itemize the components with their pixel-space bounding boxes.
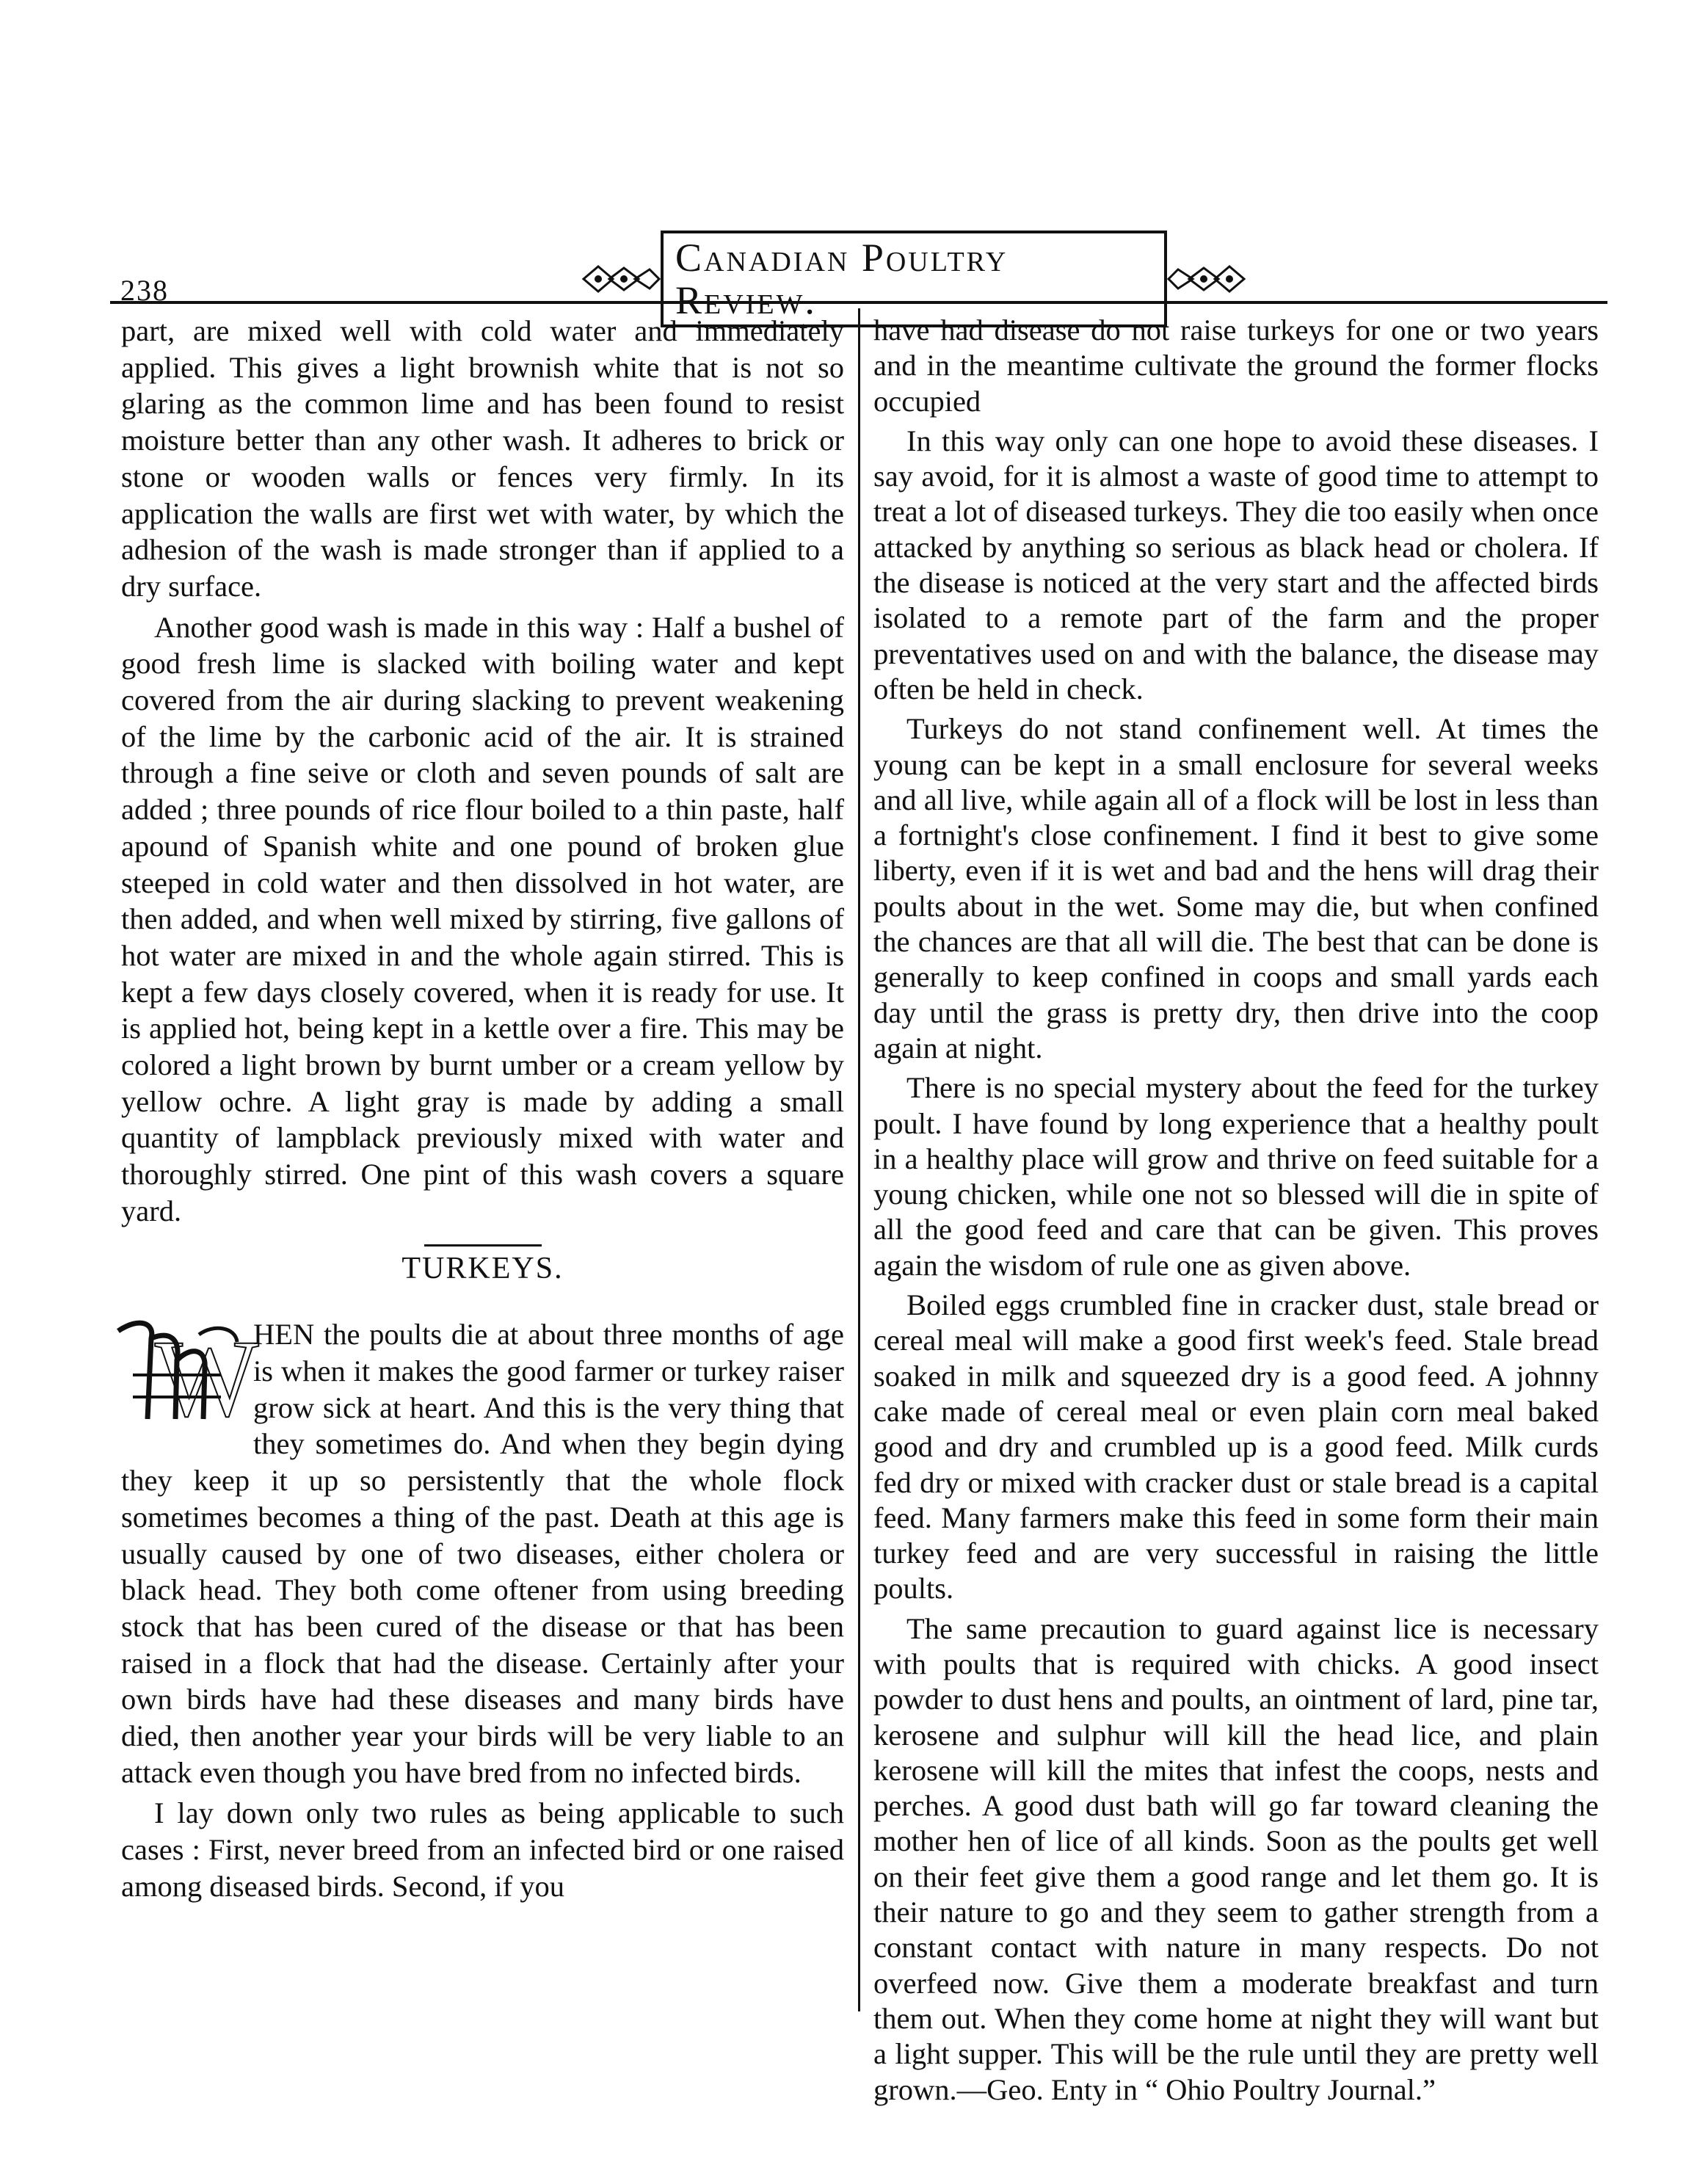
paragraph: The same precaution to guard against lice is necessary with poults that is required with chicks. A good insect powder to dust hens and poults, an ointment of lard, pine tar, kerosene and sulphur will kill the head lice, and plain kerosene will kill the mites that infest the coops, nests and perches. A good dust bath will go far toward cleaning the mother hen of lice of all kinds. Soon as the poults get well on their feet give them a good range and let them go. It is their nature to go and they seem to gather strength from a constant contact with nature in many respects. Do not overfeed now. Give them a moderate breakfast and turn them out. When they come home at night they will want but a light supper. This will be the rule until they are pretty well grown.—Geo. Enty in “ Ohio Poultry Journal.” — [873, 1611, 1599, 2106]
paragraph — [121, 1316, 844, 1790]
page-number: 238 — [120, 274, 169, 307]
section-title: TURKEYS. — [401, 1251, 564, 1285]
dropcap-w-icon — [111, 1316, 259, 1440]
paragraph: Boiled eggs crumbled fine in cracker dust, stale bread or cereal meal will make a good first week's feed. Stale bread soaked in milk and squeezed dry is a good feed. A johnny cake made of cereal meal or even plain corn meal baked good and dry and crumbled up is a good feed. Milk curds fed dry or mixed with cracker dust or stale bread is a capital feed. Many farmers make this feed in some form their main turkey feed and are very successful in raising the little poults. — [873, 1288, 1599, 1605]
section-divider — [424, 1244, 542, 1247]
header-rule — [110, 301, 1607, 304]
paragraph: I lay down only two rules as being applicable to such cases : First, never breed from an infected bird or one raised among diseased birds. Second, if you — [121, 1796, 844, 1903]
left-ornament-icon — [580, 261, 661, 297]
dropcap-letter: W — [155, 1318, 259, 1440]
paragraph: part, are mixed well with cold water and immediately applied. This gives a light brownish white that is not so glaring as the common lime and has been found to resist moisture better than any other wash. It adheres to brick or stone or wooden walls or fences very firmly. In its application the walls are first wet with water, by which the adhesion of the wash is made stronger than if applied to a dry surface. — [121, 314, 844, 603]
paragraph-text: HEN the poults die at about three months of age is when it makes the good farmer or turkey raiser grow sick at heart. And this is the very thing that they sometimes do. And when they begin dying they keep it up so persistently that the whole flock sometimes becomes a thing of the past. Death at this age is usually caused by one of two diseases, either cholera or black head. They both come oftener from using breeding stock that has been cured of the disease or that has been raised in a flock that had the disease. Certainly after your own birds have had these diseases and many birds have died, then another year your birds will be very liable to an attack even though you have bred from no infected birds. — [121, 1318, 844, 1789]
masthead-title: Canadian Poultry Review. — [661, 231, 1167, 327]
paragraph: There is no special mystery about the feed for the turkey poult. I have found by long experience that a healthy poult in a healthy place will grow and thrive on feed suitable for a young chicken, while one not so blessed will die in spite of all the good feed and care that can be given. This proves again the wisdom of rule one as given above. — [873, 1071, 1599, 1282]
paragraph: have had disease do not raise turkeys for one or two years and in the meantime cultivate the ground the former flocks occupied — [873, 313, 1599, 418]
page-header — [110, 236, 1607, 322]
paragraph: Turkeys do not stand confinement well. At times the young can be kept in a small enclosure for several weeks and all live, while again all of a flock will be lost in less than a fortnight's close confinement. I find it best to give some liberty, even if it is wet and bad and the hens will drag their poults about in the wet. Some may die, but when confined the chances are that all will die. The best that can be done is generally to keep confined in coops and small yards each day until the grass is pretty dry, then drive into the coop again at night. — [873, 712, 1599, 1064]
column-divider — [858, 308, 860, 2011]
right-column — [873, 313, 1599, 2112]
paragraph: In this way only can one hope to avoid these diseases. I say avoid, for it is almost a waste of good time to attempt to treat a lot of diseased turkeys. They die too easily when once attacked by anything so serious as black head or cholera. If the disease is noticed at the very start and the affected birds isolated to a remote part of the farm and the proper preventatives used on and with the balance, the disease may often be held in check. — [873, 424, 1599, 705]
paragraph: Another good wash is made in this way : Half a bushel of good fresh lime is slacked with boiling water and kept covered from the air during slacking to prevent weakening of the lime by the carbonic acid of the air. It is strained through a fine seive or cloth and seven pounds of salt are added ; three pounds of rice flour boiled to a thin paste, half apound of Spanish white and one pound of broken glue steeped in cold water and then dissolved in hot water, are then added, and when well mixed by stirring, five gallons of hot water are mixed in and the whole again stirred. This is kept a few days closely covered, when it is ready for use. It is applied hot, being kept in a kettle over a fire. This may be colored a light brown by burnt umber or a cream yellow by yellow ochre. A light gray is made by adding a small quantity of lampblack previously mixed with water and thoroughly stirred. One pint of this wash covers a square yard. — [121, 610, 844, 1227]
left-column — [121, 313, 844, 1909]
right-ornament-icon — [1167, 261, 1248, 297]
